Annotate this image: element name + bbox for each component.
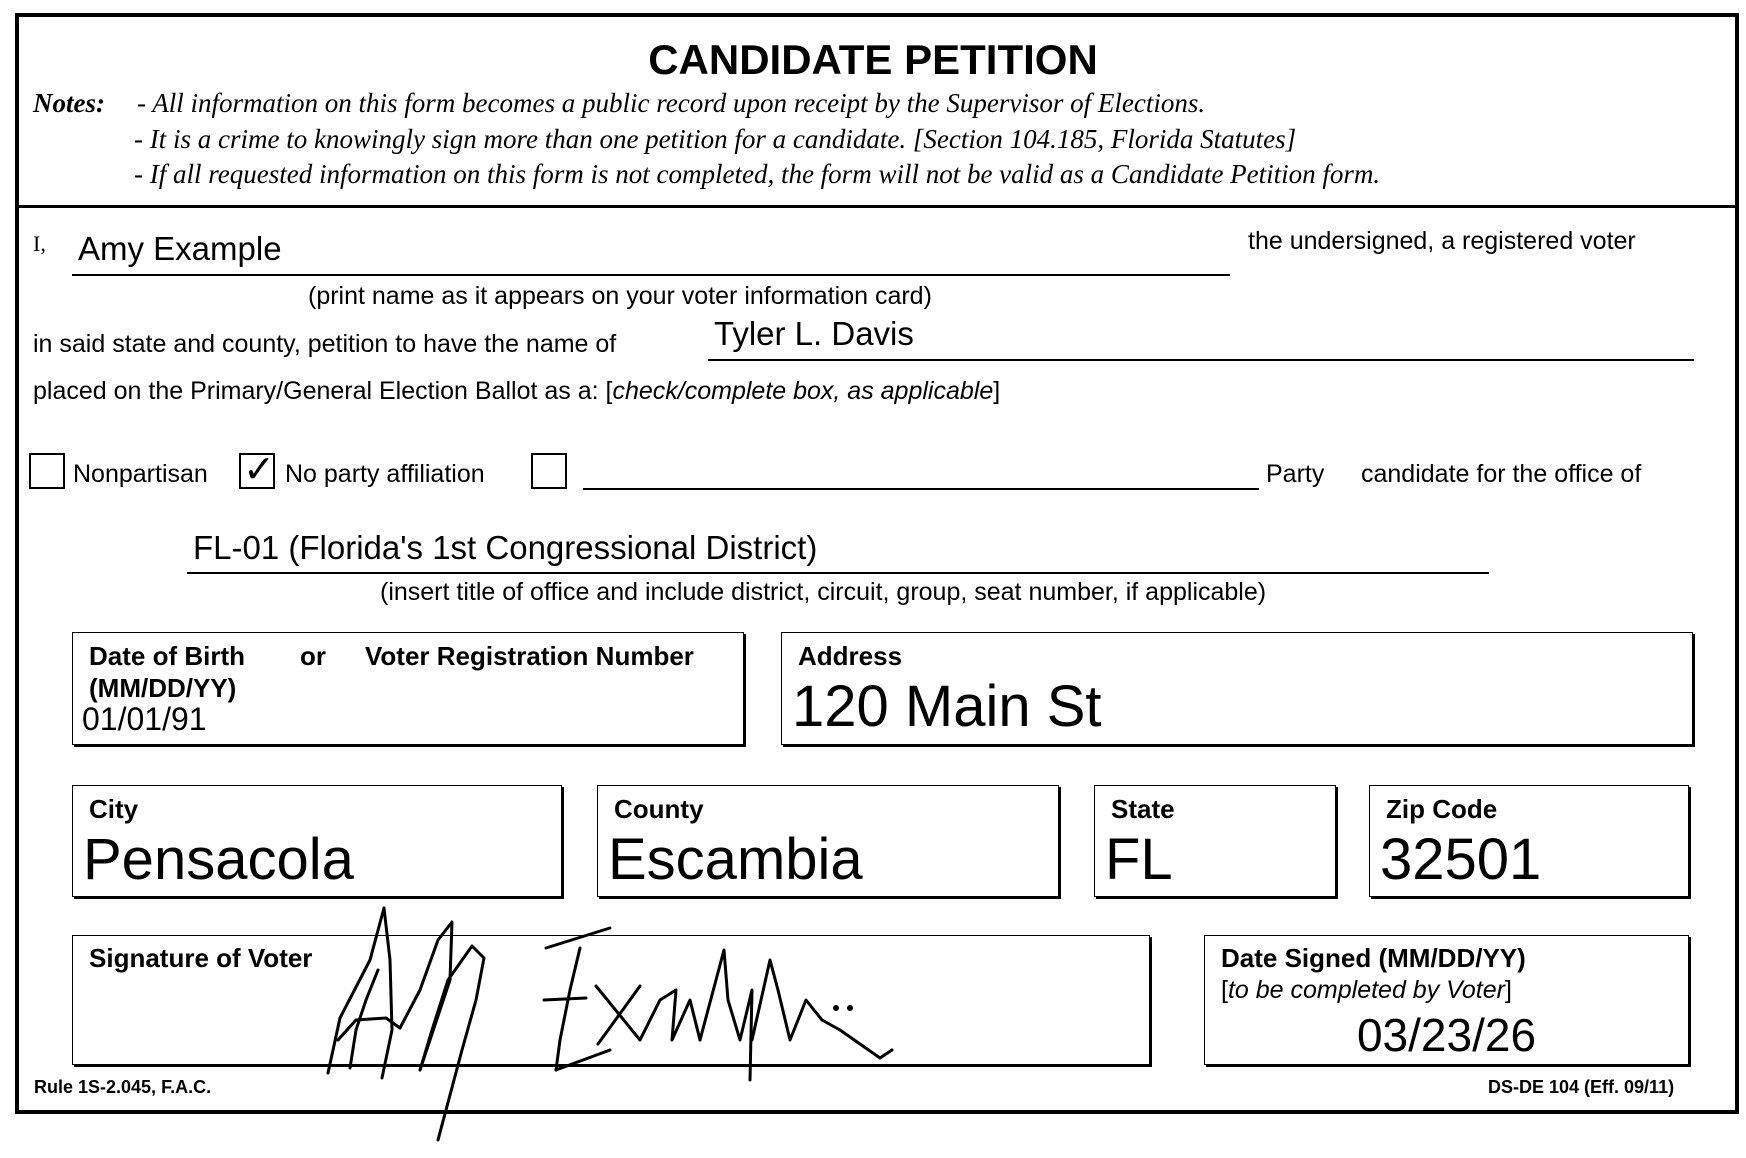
notes-label: Notes:: [33, 88, 105, 118]
voter-name-value: Amy Example: [78, 230, 282, 267]
signature-label: Signature of Voter: [89, 943, 313, 973]
voter-reg-label: Voter Registration Number: [365, 641, 694, 671]
prefix-i: I,: [33, 231, 46, 256]
dob-format-label: (MM/DD/YY): [89, 673, 237, 703]
county-value: Escambia: [608, 827, 863, 892]
ballot-instruction-post: ]: [993, 377, 1001, 405]
office-title-hint: (insert title of office and include district, circuit, group, seat number, if applicable): [380, 578, 1267, 606]
or-label: or: [300, 641, 326, 671]
note-line-3: - If all requested information on this form is not completed, the form will not be valid as a Candidate Petition form.: [134, 159, 1381, 189]
office-title-value: FL-01 (Florida's 1st Congressional District): [193, 529, 818, 566]
note-line-2: - It is a crime to knowingly sign more than one petition for a candidate. [Section 104.185, Florida Statutes]: [134, 124, 1297, 154]
note-line-1: - All information on this form becomes a public record upon receipt by the Supervisor of Elections.: [137, 88, 1206, 118]
dob-value: 01/01/91: [82, 701, 207, 737]
address-label: Address: [798, 641, 903, 671]
office-lead-text: candidate for the office of: [1361, 460, 1642, 488]
print-name-hint: (print name as it appears on your voter information card): [308, 282, 932, 310]
petition-lead-text: in said state and county, petition to have the name of: [33, 330, 617, 358]
form-title: CANDIDATE PETITION: [648, 36, 1098, 83]
date-signed-hint-italic: to be completed by Voter: [1227, 976, 1505, 1004]
candidate-name-value: Tyler L. Davis: [714, 315, 914, 352]
footer-rule: Rule 1S-2.045, F.A.C.: [34, 1077, 212, 1097]
address-value: 120 Main St: [792, 674, 1102, 739]
date-signed-label: Date Signed (MM/DD/YY): [1221, 943, 1526, 973]
city-value: Pensacola: [83, 827, 354, 892]
zip-label: Zip Code: [1386, 794, 1498, 824]
state-label: State: [1111, 794, 1175, 824]
registered-voter-text: the undersigned, a registered voter: [1248, 227, 1636, 255]
zip-value: 32501: [1380, 827, 1542, 892]
county-label: County: [614, 794, 704, 824]
no-party-affiliation-label: No party affiliation: [285, 460, 485, 488]
party-label: Party: [1266, 460, 1325, 488]
state-value: FL: [1105, 827, 1173, 892]
date-signed-hint-pre: [: [1221, 976, 1228, 1004]
city-label: City: [89, 794, 139, 824]
footer-form-id: DS-DE 104 (Eff. 09/11): [1488, 1077, 1675, 1097]
nonpartisan-label: Nonpartisan: [73, 460, 208, 488]
ballot-instruction-italic: check/complete box, as applicable: [612, 377, 994, 405]
date-signed-hint-post: ]: [1504, 976, 1512, 1004]
check-mark-icon: ✓: [243, 447, 275, 491]
date-signed-value: 03/23/26: [1356, 1009, 1537, 1061]
ballot-instruction-pre: placed on the Primary/General Election Ballot as a: [: [33, 377, 613, 405]
dob-label: Date of Birth: [89, 641, 245, 671]
